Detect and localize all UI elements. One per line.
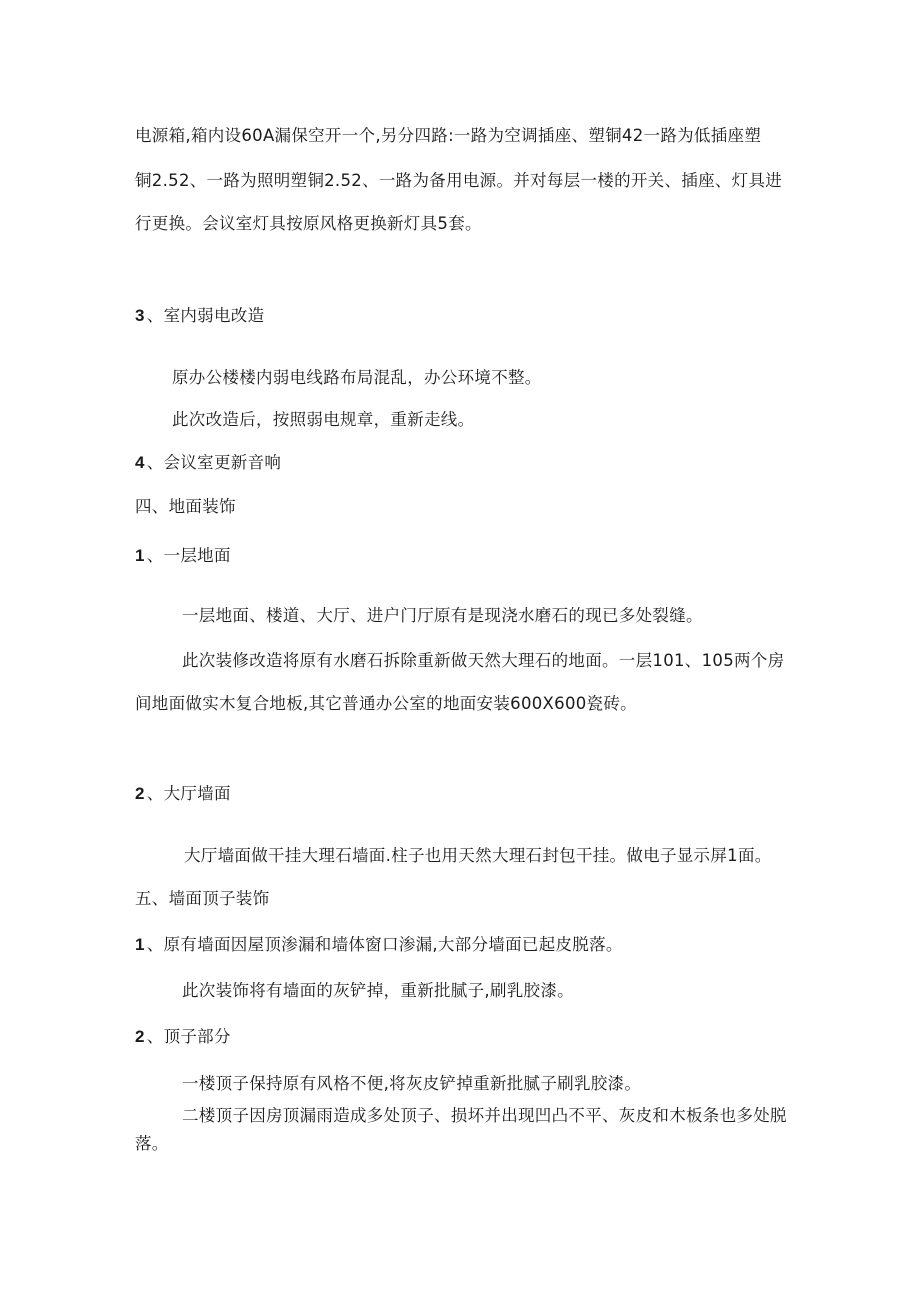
part-4-heading: 四、地面装饰: [135, 497, 236, 516]
section-4-heading: [135, 453, 281, 473]
part-5-heading: 五、墙面顶子装饰: [135, 889, 270, 908]
part-5-sub-2-paragraph-1: 一楼顶子保持原有风格不便,将灰皮铲掉重新批腻子刷乳胶漆。: [182, 1074, 642, 1093]
part-4-sub-1-heading: [135, 546, 231, 566]
part-5-sub-2-paragraph-2-line-1: 二楼顶子因房顶漏雨造成多处顶子、损坏并出现凹凸不平、灰皮和木板条也多处脱: [182, 1106, 787, 1125]
part-4-sub-2-paragraph-1: 大厅墙面做干挂大理石墙面.柱子也用天然大理石封包干挂。做电子显示屏1面。: [184, 846, 772, 865]
section-3-paragraph-1: 原办公楼楼内弱电线路布局混乱，办公环境不整。: [172, 368, 542, 387]
part-5-sub-2-heading: [135, 1027, 231, 1047]
section-number: 2: [135, 1027, 145, 1046]
intro-line-1: 电源箱,箱内设60A漏保空开一个,另分四路:一路为空调插座、塑铜42一路为低插座塑: [135, 126, 762, 145]
section-title: 、室内弱电改造: [146, 306, 265, 325]
section-title: 、大厅墙面: [146, 784, 231, 803]
part-5-sub-2-paragraph-2-line-2: 落。: [135, 1134, 169, 1153]
intro-line-3: 行更换。会议室灯具按原风格更换新灯具5套。: [135, 214, 482, 233]
section-number: 1: [135, 546, 145, 565]
section-title: 、一层地面: [146, 546, 231, 565]
part-4-sub-1-paragraph-1: 一层地面、楼道、大厅、进户门厅原有是现浇水磨石的现已多处裂缝。: [182, 606, 703, 625]
section-title: 、顶子部分: [146, 1027, 231, 1046]
section-number: 3: [135, 306, 145, 325]
part-4-sub-1-paragraph-2-line-2: 间地面做实木复合地板,其它普通办公室的地面安装600X600瓷砖。: [135, 694, 637, 713]
section-title: 、原有墙面因屋顶渗漏和墙体窗口渗漏,大部分墙面已起皮脱落。: [146, 935, 623, 954]
section-number: 2: [135, 784, 145, 803]
section-3-paragraph-2: 此次改造后，按照弱电规章，重新走线。: [172, 410, 475, 429]
intro-line-2: 铜2.52、一路为照明塑铜2.52、一路为备用电源。并对每层一楼的开关、插座、灯具进: [135, 171, 783, 190]
part-5-sub-1-paragraph-1: 此次装饰将有墙面的灰铲掉，重新批腻子,刷乳胶漆。: [182, 981, 574, 1000]
section-number: 1: [135, 935, 145, 954]
part-5-sub-1-heading: [135, 935, 623, 955]
part-4-sub-1-paragraph-2-line-1: 此次装修改造将原有水磨石拆除重新做天然大理石的地面。一层101、105两个房: [182, 651, 785, 670]
section-title: 、会议室更新音响: [146, 453, 282, 472]
section-number: 4: [135, 453, 145, 472]
part-4-sub-2-heading: [135, 784, 231, 804]
section-3-heading: [135, 306, 264, 326]
